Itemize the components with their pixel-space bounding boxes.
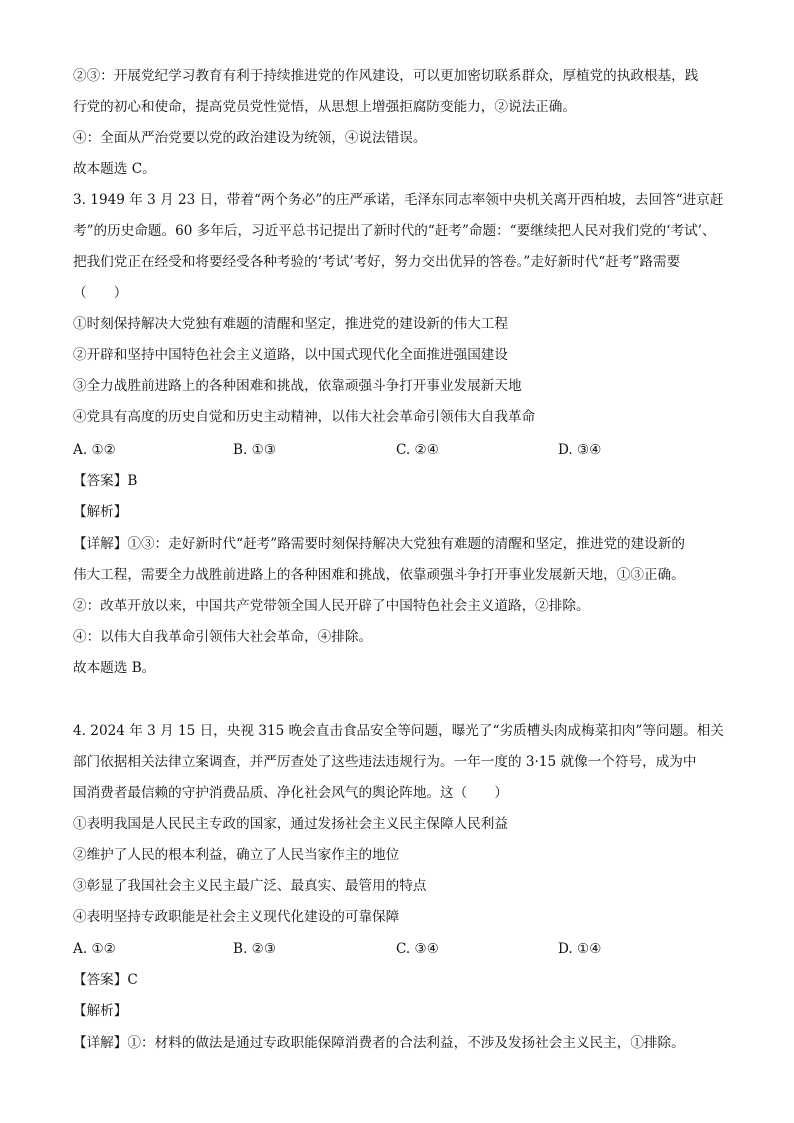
- answer-value: B: [127, 473, 138, 489]
- answer-label: 【答案】: [73, 473, 128, 489]
- q4-analysis-label: 【解析】: [73, 1003, 128, 1019]
- q4-answer: [73, 970, 138, 990]
- text-line: ②③：开展党纪学习教育有利于持续推进党的作风建设，可以更加密切联系群众，厚植党的执政根基，践: [73, 68, 699, 84]
- q4-detail: 【详解】①：材料的做法是通过专政职能保障消费者的合法利益，不涉及发扬社会主义民主，①排除。: [73, 1035, 685, 1051]
- text-line: 部门依据相关法律立案调查，并严厉查处了这些违法违规行为。一年一度的 3·15 就像一个符号，成为中: [73, 754, 697, 770]
- option-a: A. ①②: [73, 941, 116, 957]
- option-c: C. ③④: [396, 941, 439, 957]
- statement-4: ④党具有高度的历史自觉和历史主动精神，以伟大社会革命引领伟大自我革命: [73, 409, 536, 425]
- statement-2: ②开辟和坚持中国特色社会主义道路，以中国式现代化全面推进强国建设: [73, 347, 508, 363]
- statement-1: ①时刻保持解决大党独有难题的清醒和坚定，推进党的建设新的伟大工程: [73, 316, 508, 332]
- option-b: B. ①③: [233, 442, 277, 458]
- text-line: 国消费者最信赖的守护消费品质、净化社会风气的舆论阵地。这（ ）: [73, 785, 508, 801]
- option-b: B. ②③: [233, 941, 277, 957]
- answer-value: C: [127, 972, 138, 988]
- text-line: 考”的历史命题。60 多年后，习近平总书记提出了新时代的“赶考”命题：“要继续把人民对我们党的‘考试’、: [73, 223, 716, 239]
- question-4-stem: 4. 2024 年 3 月 15 日，央视 315 晚会直击食品安全等问题，曝光了“劣质槽头肉成梅菜扣肉”等问题。相关: [73, 723, 724, 739]
- answer-label: 【答案】: [73, 972, 128, 988]
- statement-3: ③彰显了我国社会主义民主最广泛、最真实、最管用的特点: [73, 878, 427, 894]
- text-line: ④：以伟大自我革命引领伟大社会革命，④排除。: [73, 629, 373, 645]
- statement-2: ②维护了人民的根本利益，确立了人民当家作主的地位: [73, 847, 400, 863]
- statement-3: ③全力战胜前进路上的各种困难和挑战，依靠顽强斗争打开事业发展新天地: [73, 378, 522, 394]
- q3-detail: 【详解】①③：走好新时代“赶考”路需要时刻保持解决大党独有难题的清醒和坚定，推进党的建设新的: [73, 536, 686, 552]
- text-line: 故本题选 C。: [73, 161, 156, 177]
- q4-options: [73, 939, 723, 959]
- answer-bracket: （ ）: [73, 285, 128, 301]
- text-line: 伟大工程，需要全力战胜前进路上的各种困难和挑战，依靠顽强斗争打开事业发展新天地，①③正确。: [73, 567, 685, 583]
- text-line: 把我们党正在经受和将要经受各种考验的‘考试’考好，努力交出优异的答卷。”走好新时代“赶考”路需要: [73, 254, 681, 270]
- question-3-stem: 3. 1949 年 3 月 23 日，带着“两个务必”的庄严承诺，毛泽东同志率领中央机关离开西柏坡，去回答“进京赶: [73, 192, 724, 208]
- text-line: ④：全面从严治党要以党的政治建设为统领，④说法错误。: [73, 130, 427, 146]
- text-line: ②：改革开放以来，中国共产党带领全国人民开辟了中国特色社会主义道路，②排除。: [73, 598, 590, 614]
- q3-answer: [73, 471, 137, 491]
- option-a: A. ①②: [73, 442, 116, 458]
- q3-analysis-label: 【解析】: [73, 504, 128, 520]
- statement-4: ④表明坚持专政职能是社会主义现代化建设的可靠保障: [73, 909, 400, 925]
- text-line: 故本题选 B。: [73, 660, 156, 676]
- option-c: C. ②④: [396, 442, 439, 458]
- option-d: D. ③④: [558, 442, 602, 458]
- statement-1: ①表明我国是人民民主专政的国家，通过发扬社会主义民主保障人民利益: [73, 816, 508, 832]
- option-d: D. ①④: [558, 941, 602, 957]
- text-line: 行党的初心和使命，提高党员党性觉悟，从思想上增强拒腐防变能力，②说法正确。: [73, 99, 576, 115]
- q3-options: [73, 440, 723, 460]
